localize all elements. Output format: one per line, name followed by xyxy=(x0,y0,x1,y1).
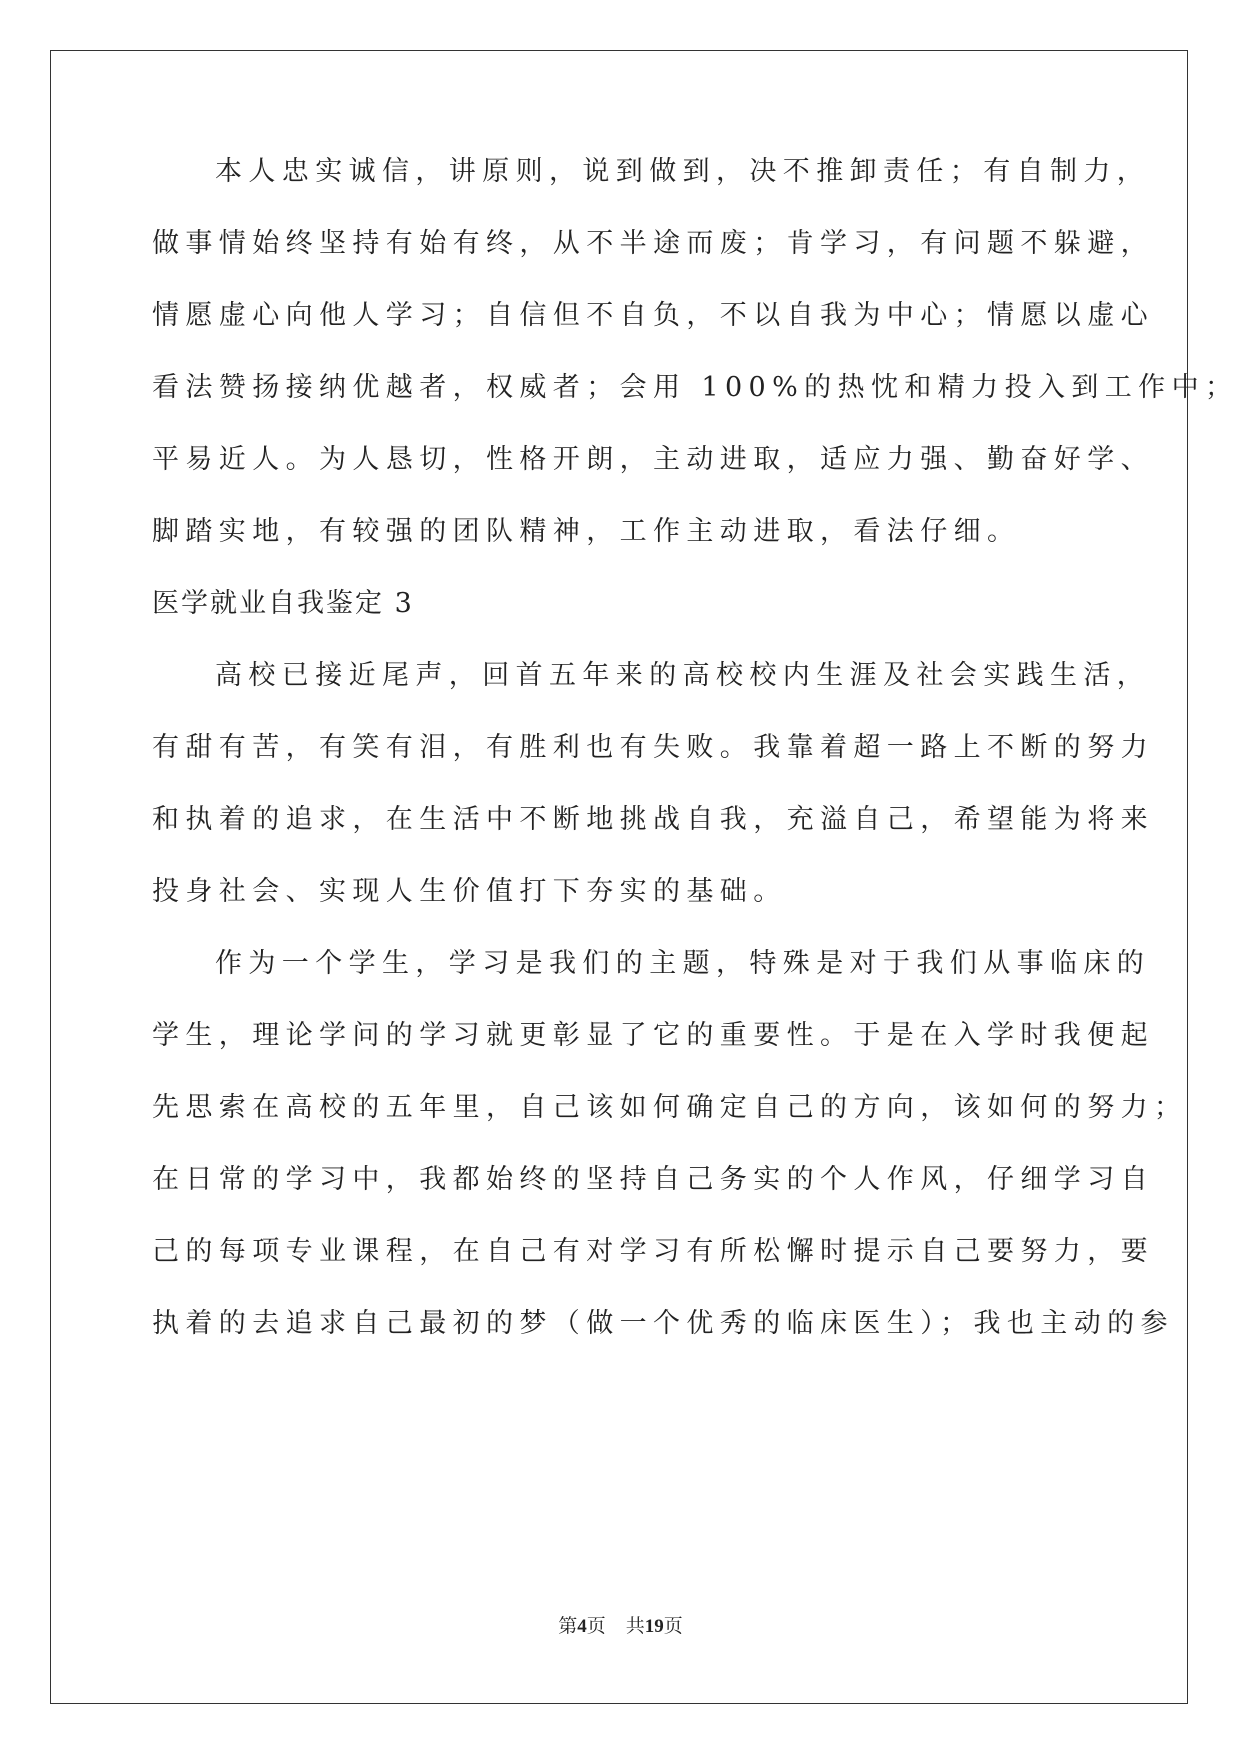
paragraph-3-line-4: 在日常的学习中，我都始终的坚持自己务实的个人作风，仔细学习自 xyxy=(152,1164,1154,1195)
paragraph-2-line-3: 和执着的追求，在生活中不断地挑战自我，充溢自己，希望能为将来 xyxy=(152,804,1154,835)
paragraph-1-line-6: 脚踏实地，有较强的团队精神，工作主动进取，看法仔细。 xyxy=(152,516,1021,547)
paragraph-1-line-2: 做事情始终坚持有始有终，从不半途而废；肯学习，有问题不躲避， xyxy=(152,228,1154,259)
footer-page-number: 4 xyxy=(577,1616,587,1637)
footer-total-suffix: 页 xyxy=(663,1615,683,1637)
paragraph-1-line-5: 平易近人。为人恳切，性格开朗，主动进取，适应力强、勤奋好学、 xyxy=(152,444,1154,475)
paragraph-3-line-3: 先思索在高校的五年里，自己该如何确定自己的方向，该如何的努力； xyxy=(152,1092,1188,1123)
page-footer xyxy=(0,1614,1241,1639)
section-heading: 医学就业自我鉴定 3 xyxy=(152,588,414,619)
footer-total-prefix: 共 xyxy=(625,1615,645,1637)
paragraph-1-line-3: 情愿虚心向他人学习；自信但不自负，不以自我为中心；情愿以虚心 xyxy=(152,300,1154,331)
paragraph-3-line-6: 执着的去追求自己最初的梦（做一个优秀的临床医生）；我也主动的参 xyxy=(152,1308,1174,1339)
paragraph-3-line-1: 作为一个学生，学习是我们的主题，特殊是对于我们从事临床的 xyxy=(215,948,1151,979)
paragraph-2-line-4: 投身社会、实现人生价值打下夯实的基础。 xyxy=(152,876,787,907)
footer-total-pages: 19 xyxy=(644,1616,664,1637)
paragraph-3-line-2: 学生，理论学问的学习就更彰显了它的重要性。于是在入学时我便起 xyxy=(152,1020,1154,1051)
paragraph-1-line-4: 看法赞扬接纳优越者，权威者；会用 100%的热忱和精力投入到工作中； xyxy=(152,372,1239,403)
paragraph-2-line-1: 高校已接近尾声，回首五年来的高校校内生涯及社会实践生活， xyxy=(215,660,1151,691)
paragraph-3-line-5: 己的每项专业课程，在自己有对学习有所松懈时提示自己要努力，要 xyxy=(152,1236,1154,1267)
paragraph-1-line-1: 本人忠实诚信，讲原则，说到做到，决不推卸责任；有自制力， xyxy=(215,156,1151,187)
footer-page-suffix: 页 xyxy=(586,1615,606,1637)
footer-page-prefix: 第 xyxy=(558,1615,578,1637)
paragraph-2-line-2: 有甜有苦，有笑有泪，有胜利也有失败。我靠着超一路上不断的努力 xyxy=(152,732,1154,763)
